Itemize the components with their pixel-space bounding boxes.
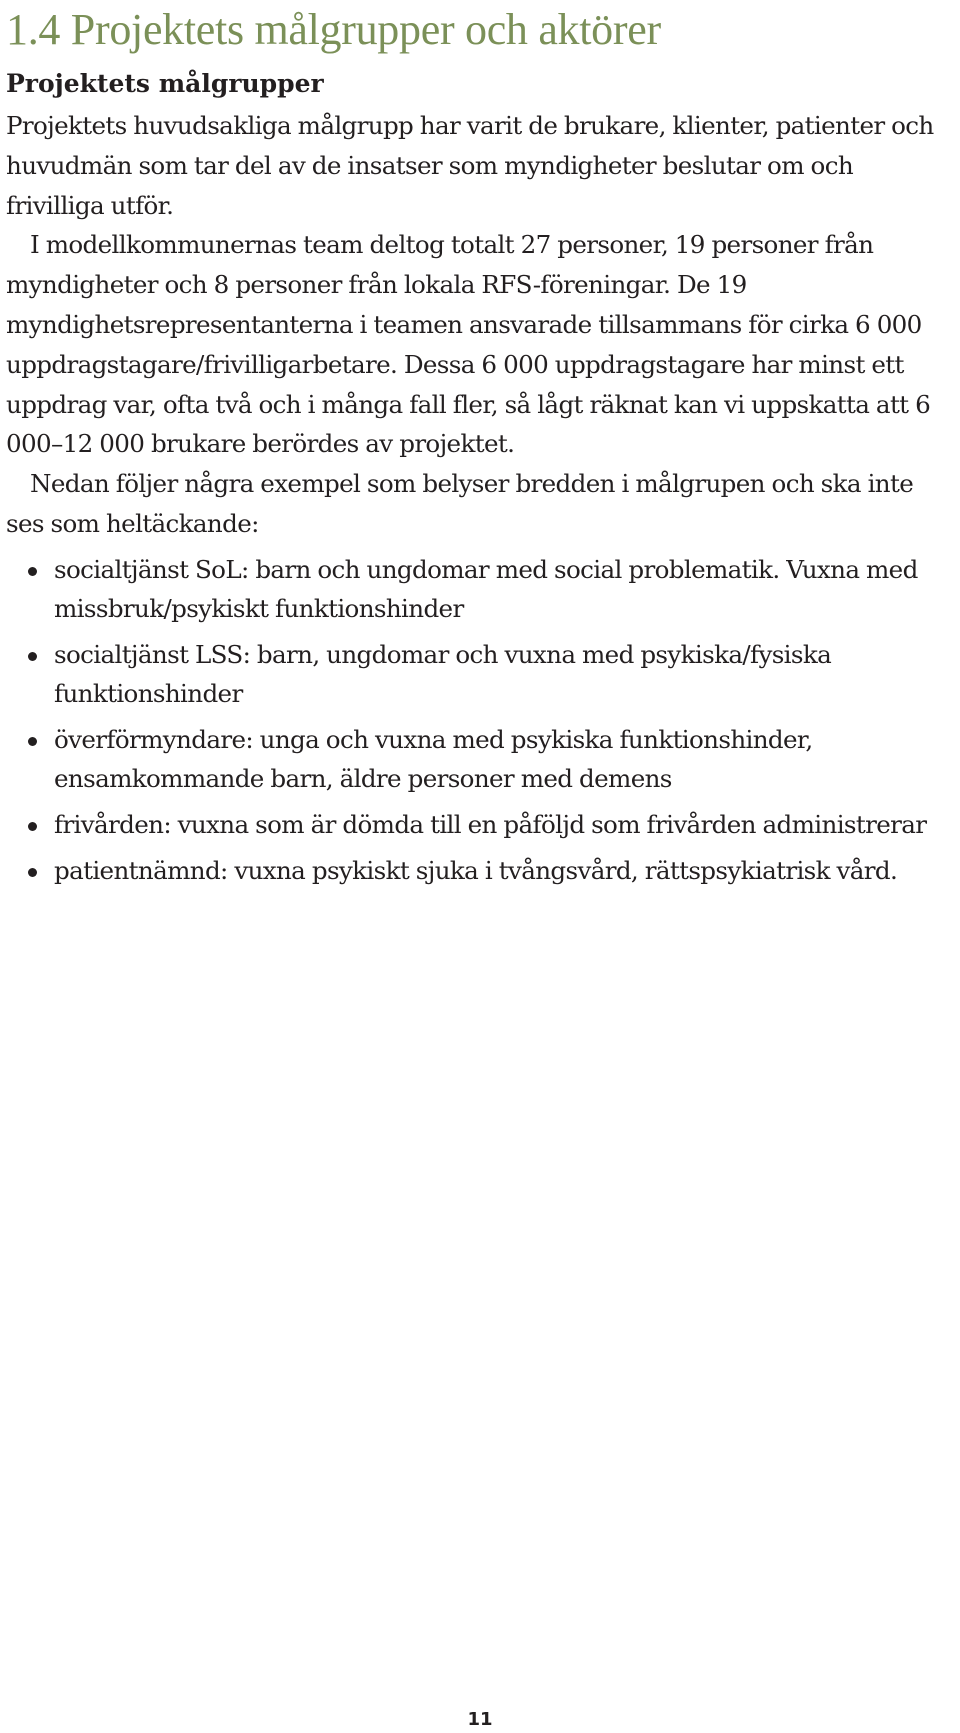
list-item-text: socialtjänst LSS: barn, ungdomar och vuxna med psykiska/fysiska funktionshinder	[54, 639, 832, 708]
bullet-icon	[28, 652, 37, 661]
paragraph-examples-intro: Nedan följer några exempel som belyser bredden i målgrupen och ska inte ses som heltäckande:	[6, 469, 914, 538]
list-item-text: patientnämnd: vuxna psykiskt sjuka i tvångsvård, rättspsykiatrisk vård.	[54, 855, 898, 885]
bullet-icon	[28, 567, 37, 576]
page-number: 11	[467, 1709, 493, 1730]
list-item	[6, 805, 954, 844]
bullet-icon	[28, 737, 37, 746]
bullet-icon	[28, 868, 37, 877]
list-item-text: överförmyndare: unga och vuxna med psykiska funktionshinder, ensamkommande barn, äldre personer med demens	[54, 724, 813, 793]
paragraph-target-group: Projektets huvudsakliga målgrupp har varit de brukare, klienter, patienter och huvudmän som tar del av de insatser som myndigheter beslutar om och frivilliga utför.	[6, 111, 934, 220]
list-item	[6, 720, 954, 798]
paragraph-team-members: I modellkommunernas team deltog totalt 27 personer, 19 personer från myndigheter och 8 personer från lokala RFS-föreningar. De 19 myndighetsrepresentanterna i teamen ansvarade tillsammans för cirka 6 000 uppdragstagare/frivilligarbetare. Dessa 6 000 uppdragstagare har minst ett uppdrag var, ofta två och i många fall fler, så lågt räknat kan vi uppskatta att 6 000–12 000 brukare berördes av projektet.	[6, 230, 931, 459]
list-item	[6, 550, 954, 628]
list-item	[6, 635, 954, 713]
subheading: Projektets målgrupper	[6, 69, 324, 98]
list-item	[6, 851, 954, 890]
list-item-text: socialtjänst SoL: barn och ungdomar med social problematik. Vuxna med missbruk/psykiskt funktionshinder	[54, 554, 918, 623]
section-title: 1.4 Projektets målgrupper och aktörer	[6, 5, 661, 54]
target-group-list	[6, 550, 954, 890]
bullet-icon	[28, 822, 37, 831]
list-item-text: frivården: vuxna som är dömda till en påföljd som frivården administrerar	[54, 809, 927, 839]
document-page	[6, 0, 954, 897]
